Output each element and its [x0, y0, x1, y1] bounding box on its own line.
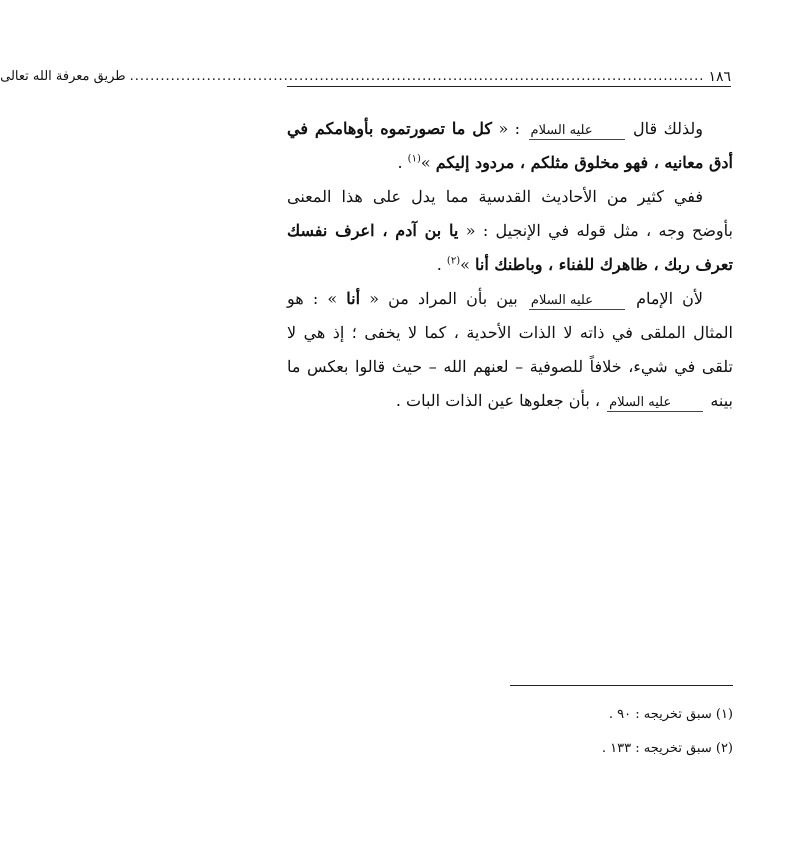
honorific-glyph: عليه السلام [529, 123, 625, 140]
footnote-2: (٢) سبق تخريجه : ١٣٣ . [601, 741, 733, 756]
paragraph-2 [287, 180, 733, 282]
header-dot-leader: ................................................................................................................ [129, 69, 705, 84]
footnotes [287, 698, 733, 766]
p2-text-a: ففي كثير من الأحاديث القدسية مما يدل على هذا المعنى بأوضح وجه ، مثل قوله في الإنجيل : « [287, 187, 733, 240]
p1-text-c: » [420, 153, 431, 172]
running-title: طريق معرفة الله تعالى [0, 69, 126, 84]
p2-text-c: » [460, 255, 470, 274]
p1-text-a: ولذلك قال [633, 119, 704, 138]
p3-text-d: ، بأن جعلوها عين الذات البات . [395, 391, 601, 410]
running-header [0, 64, 731, 87]
footnote-1: (١) سبق تخريجه : ٩٠ . [608, 707, 733, 722]
p1-text-d: . [397, 153, 403, 172]
p3-text-c: » : هو المثال الملقى في ذاته لا الذات الأحدية ، كما لا يخفى ؛ إذ هي لا تلقى في شيء، خلافاً للصوفية – لعنهم الله – حيث قالوا بعكس ما بينه [287, 289, 733, 410]
paragraph-1 [287, 112, 733, 180]
p1-text-b: : « [498, 119, 521, 138]
honorific-glyph: عليه السلام [529, 293, 625, 310]
footnote-ref-2: (٢) [446, 255, 461, 267]
p3-bold-word: أنا [346, 289, 361, 308]
p2-quote: يا بن آدم ، اعرف نفسك تعرف ربك ، ظاهرك للفناء ، وباطنك أنا [287, 221, 733, 274]
main-text [287, 112, 733, 418]
p2-text-d: . [436, 255, 442, 274]
footnote-divider [510, 685, 733, 686]
footnote-ref-1: (١) [407, 153, 421, 165]
p3-text-b: بين بأن المراد من « [369, 289, 518, 308]
p3-text-a: لأن الإمام [636, 289, 704, 308]
page-number: ١٨٦ [708, 69, 731, 85]
p1-quote: كل ما تصورتموه بأوهامكم في أدق معانيه ، فهو مخلوق مثلكم ، مردود إليكم [287, 119, 733, 172]
paragraph-3 [287, 282, 733, 418]
honorific-glyph: عليه السلام [607, 395, 703, 412]
